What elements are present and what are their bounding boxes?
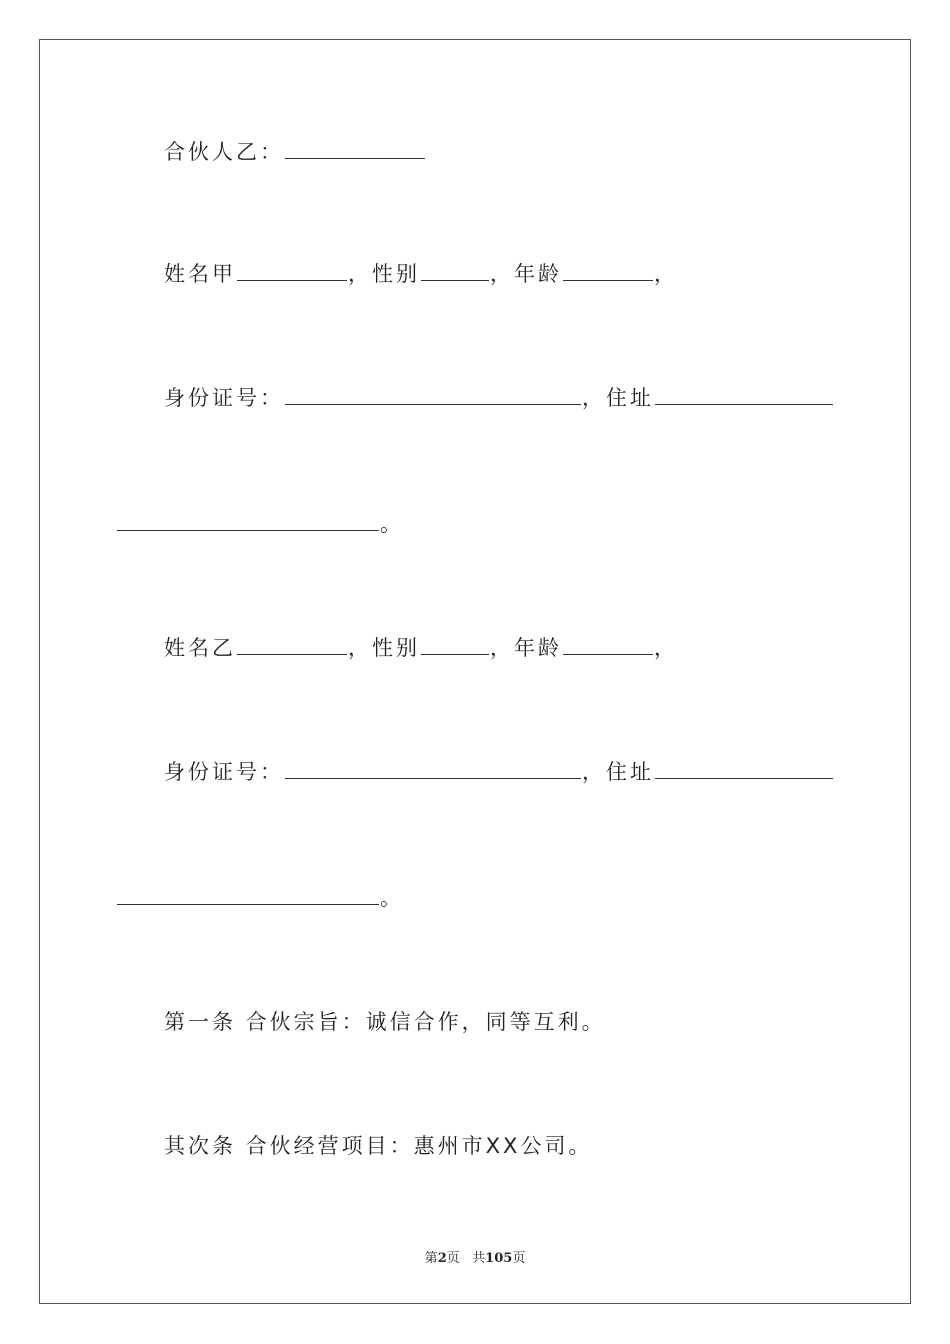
id-a-blank[interactable] [285,384,581,405]
id-b-label: 身份证号： [164,760,284,784]
name-a-comma: ， [654,262,678,286]
id-b-line [164,758,834,786]
name-b-comma: ， [654,636,678,660]
id-a-label: 身份证号： [164,386,284,410]
address-b-continued-blank[interactable] [117,884,379,905]
page-number: 2 [437,1251,447,1266]
page-border [39,39,911,1304]
address-b-label: ，住址 [582,760,654,784]
name-b-blank[interactable] [237,634,347,655]
article-2: 其次条 合伙经营项目：惠州市XX公司。 [164,1134,593,1158]
name-a-label: 姓名甲 [164,262,236,286]
address-a-label: ，住址 [582,386,654,410]
total-suffix: 页 [512,1251,526,1266]
gender-a-label: ，性别 [348,262,420,286]
name-b-line [164,634,678,662]
address-a-continued-blank[interactable] [117,510,379,531]
address-b-continued-line [116,884,404,912]
gender-b-label: ，性别 [348,636,420,660]
gender-a-blank[interactable] [421,260,489,281]
page-prefix: 第 [424,1251,438,1266]
address-b-period: 。 [380,886,404,910]
partner-b-line [164,138,426,166]
age-b-label: ，年龄 [490,636,562,660]
partner-b-label: 合伙人乙： [164,140,284,164]
name-a-blank[interactable] [237,260,347,281]
id-a-line [164,384,834,412]
age-a-blank[interactable] [563,260,653,281]
page-suffix: 页 [446,1251,460,1266]
page-footer [0,1247,950,1266]
address-a-period: 。 [380,512,404,536]
partner-b-blank[interactable] [285,138,425,159]
age-a-label: ，年龄 [490,262,562,286]
name-b-label: 姓名乙 [164,636,236,660]
total-prefix: 共 [472,1251,486,1266]
id-b-blank[interactable] [285,758,581,779]
address-b-blank[interactable] [655,758,833,779]
gender-b-blank[interactable] [421,634,489,655]
article-1: 第一条 合伙宗旨：诚信合作，同等互利。 [164,1010,606,1034]
address-a-blank[interactable] [655,384,833,405]
age-b-blank[interactable] [563,634,653,655]
name-a-line [164,260,678,288]
total-pages: 105 [485,1251,513,1266]
address-a-continued-line [116,510,404,538]
